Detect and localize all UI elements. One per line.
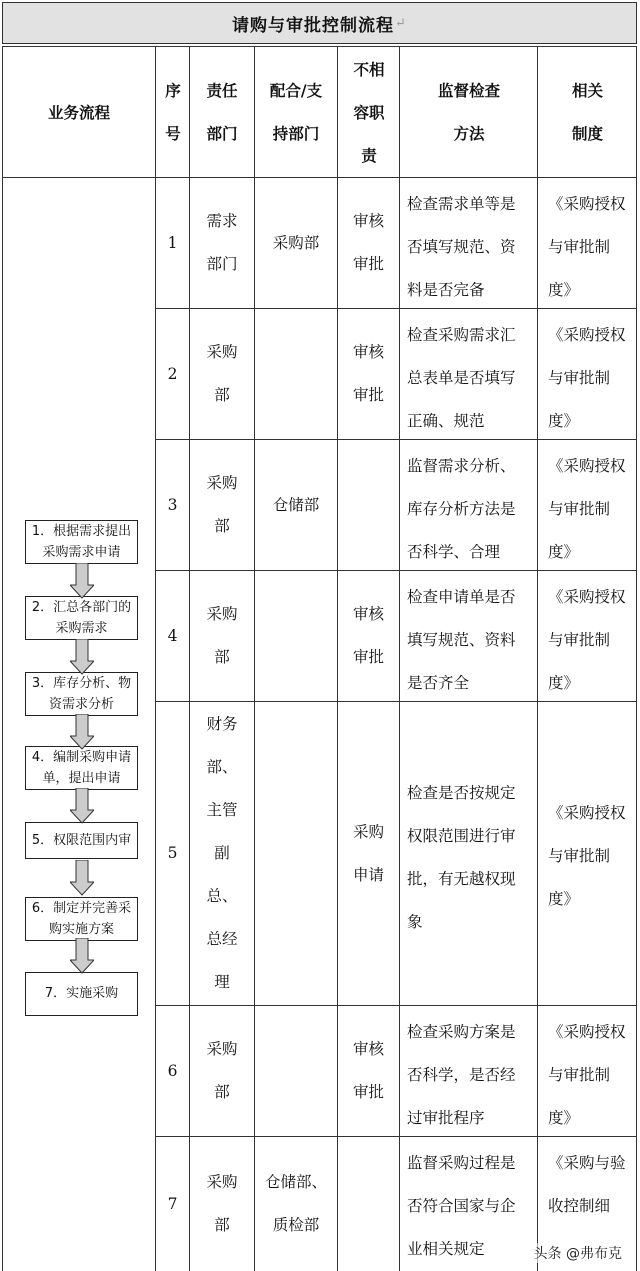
flow-step-4: 4．编制采购申请单，提出申请 [25, 746, 138, 790]
grid-line [636, 46, 637, 1271]
row7-method: 监督采购过程是否符合国家与企业相关规定 [407, 1154, 516, 1258]
row7-system: 《采购与验收控制细 [548, 1154, 626, 1215]
flow-arrow-down-icon [70, 639, 94, 675]
row4-system: 《采购授权与审批制度》 [548, 588, 626, 692]
row1-method: 检查需求单等是否填写规范、资料是否完备 [407, 195, 516, 299]
flow-step-1: 1．根据需求提出采购需求申请 [25, 520, 138, 564]
row2-system: 《采购授权与审批制度》 [548, 326, 626, 430]
row1-system: 《采购授权与审批制度》 [548, 195, 626, 299]
row5-seq: 5 [167, 844, 178, 862]
flow-arrow-down-icon [70, 938, 94, 974]
row3-system: 《采购授权与审批制度》 [548, 457, 626, 561]
header-seq: 序号 [165, 81, 181, 143]
row5-support [255, 702, 337, 1005]
row3-method: 监督需求分析、库存分析方法是否科学、合理 [407, 457, 516, 561]
row1-incompatible: 审核审批 [352, 212, 384, 273]
header-system: 相关制度 [571, 81, 603, 143]
row7-support: 仓储部、质检部 [264, 1173, 327, 1234]
row1-seq: 1 [167, 233, 178, 252]
header-method: 监督检查方法 [437, 81, 500, 143]
row6-dept: 采购部 [206, 1040, 238, 1101]
flow-arrow-down-icon [70, 860, 94, 896]
row1-dept: 需求部门 [206, 212, 238, 273]
row2-support [255, 309, 337, 439]
flow-step-7: 7．实施采购 [25, 972, 138, 1016]
title-text: 请购与审批控制流程 [232, 15, 395, 36]
flow-arrow-down-icon [70, 714, 94, 750]
row7-seq: 7 [167, 1194, 178, 1213]
row6-incompatible: 审核审批 [352, 1040, 384, 1101]
row6-method: 检查采购方案是否科学，是否经过审批程序 [407, 1023, 516, 1127]
row2-dept: 采购部 [206, 343, 238, 404]
header-process: 业务流程 [47, 102, 110, 122]
row2-incompatible: 审核审批 [352, 343, 384, 404]
header-support: 配合/支持部门 [269, 81, 323, 143]
row4-dept: 采购部 [206, 605, 238, 666]
row3-dept: 采购部 [206, 474, 238, 535]
row5-incompatible: 采购申请 [352, 822, 384, 884]
row4-method: 检查申请单是否填写规范、资料是否齐全 [407, 588, 516, 692]
row7-incompatible [338, 1137, 399, 1271]
flow-step-3: 3．库存分析、物资需求分析 [25, 672, 138, 716]
row7-dept: 采购部 [206, 1173, 238, 1234]
row6-seq: 6 [167, 1061, 178, 1080]
flow-step-2: 2．汇总各部门的采购需求 [25, 596, 138, 640]
row4-seq: 4 [167, 626, 178, 645]
flow-step-5: 5．权限范围内审 [25, 822, 138, 859]
row1-support: 采购部 [272, 233, 320, 252]
header-dept: 责任部门 [206, 81, 238, 143]
row4-incompatible: 审核审批 [352, 605, 384, 666]
flow-arrow-down-icon [70, 788, 94, 824]
grid-line [2, 46, 3, 1271]
row2-method: 检查采购需求汇总表单是否填写正确、规范 [407, 326, 516, 430]
table-title: 请购与审批控制流程 ↵ [2, 2, 637, 44]
row6-system: 《采购授权与审批制度》 [548, 1023, 626, 1127]
row5-dept: 财务部、主管副总、总经理 [206, 715, 238, 991]
flow-step-6: 6．制定并完善采购实施方案 [25, 897, 138, 941]
flow-arrow-down-icon [70, 563, 94, 599]
row3-incompatible [338, 440, 399, 570]
row5-system: 《采购授权与审批制度》 [548, 804, 626, 908]
watermark: 头条 @弗布克 [530, 1243, 626, 1263]
row2-seq: 2 [167, 364, 178, 383]
row3-seq: 3 [167, 495, 178, 514]
row4-support [255, 571, 337, 701]
header-incompatible: 不相容职责 [353, 59, 385, 165]
row3-support: 仓储部 [272, 495, 320, 514]
row5-method: 检查是否按规定权限范围进行审批，有无越权现象 [407, 784, 516, 931]
row6-support [255, 1006, 337, 1136]
